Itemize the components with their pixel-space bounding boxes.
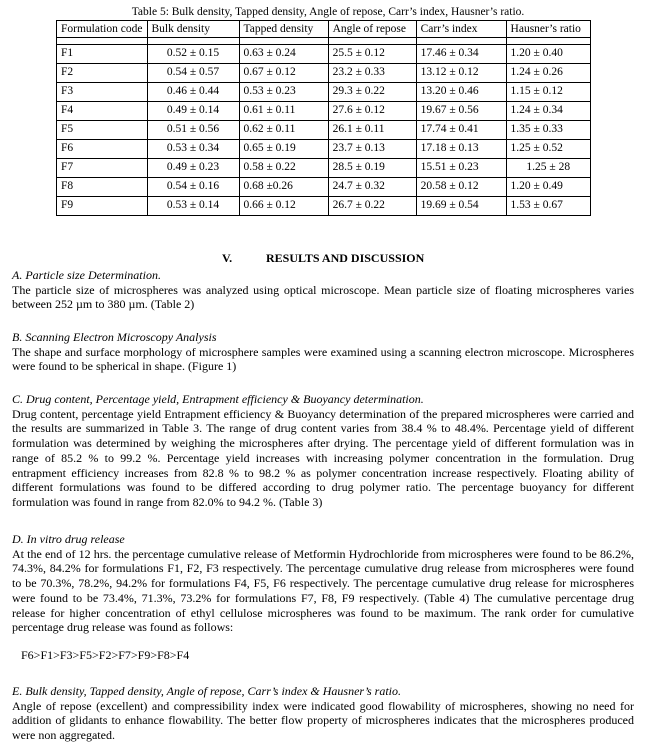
cell-carrs-index: 20.58 ± 0.12 (416, 178, 506, 197)
cell-bulk-density: 0.53 ± 0.34 (147, 140, 239, 159)
table-row (57, 121, 591, 140)
subsection-drug-content (12, 392, 634, 510)
cell-formulation: F8 (57, 178, 148, 197)
table-row (57, 83, 591, 102)
table-row (57, 159, 591, 178)
cell-carrs-index: 19.67 ± 0.56 (416, 102, 506, 121)
table-caption: Table 5: Bulk density, Tapped density, Angle of repose, Carr’s index, Hausner’s ratio. (131, 6, 525, 18)
subsection-paragraph: Drug content, percentage yield Entrapment efficiency & Buoyancy determination of the prepared microspheres were carried and the results are summarized in Table 3. The range of drug content varies from 38.4 % to 48.4%. Percentage yield of different formulation was determined by weighing the microspheres after drying. The percentage yield of different formulation was in range of 85.2 % to 99.2 %. Percentage yield increases with increasing polymer concentration in the formulation. Drug entrapment efficiency increases from 82.8 % to 98.2 % as polymer concentration increase respectively. Floating ability of different formulations was found to be differed according to drug polymer ratio. The percentage buoyancy for different formulation was found in range from 82.0% to 94.2 %. (Table 3) (12, 406, 634, 509)
cell-carrs-index: 19.69 ± 0.54 (416, 197, 506, 216)
cell-hausners-ratio: 1.15 ± 0.12 (506, 83, 590, 102)
table-row (57, 45, 591, 64)
cell-bulk-density: 0.49 ± 0.23 (147, 159, 239, 178)
cell-formulation: F4 (57, 102, 148, 121)
cell-bulk-density: 0.52 ± 0.15 (147, 45, 239, 64)
flow-properties-table (56, 20, 591, 216)
cell-angle-of-repose: 25.5 ± 0.12 (328, 45, 416, 64)
cell-angle-of-repose: 23.7 ± 0.13 (328, 140, 416, 159)
cell-carrs-index: 13.12 ± 0.12 (416, 64, 506, 83)
cell-tapped-density: 0.67 ± 0.12 (239, 64, 328, 83)
cell-carrs-index: 17.74 ± 0.41 (416, 121, 506, 140)
cell-tapped-density: 0.65 ± 0.19 (239, 140, 328, 159)
cell-formulation: F1 (57, 45, 148, 64)
subsection-paragraph: At the end of 12 hrs. the percentage cumulative release of Metformin Hydrochloride from microspheres were found to be 86.2%, 74.3%, 84.2% for formulations F1, F2, F3 respectively. The percentage cumulative drug release from microspheres were found to be 70.3%, 78.2%, 94.2% for formulations F4, F5, F6 respectively. The percentage cumulative drug release for microspheres were found to be 73.4%, 71.3%, 73.2% for formulations F7, F8, F9 respectively. (Table 4) The cumulative percentage drug release for higher concentration of ethyl cellulose microspheres was found to be maximum. The rank order for cumulative percentage drug release was found as follows: (12, 546, 634, 635)
cell-bulk-density: 0.53 ± 0.14 (147, 197, 239, 216)
table-row (57, 140, 591, 159)
subsection-heading: E. Bulk density, Tapped density, Angle of repose, Carr’s index & Hausner’s ratio. (12, 684, 401, 698)
cell-formulation: F5 (57, 121, 148, 140)
release-rank-order: F6>F1>F3>F5>F2>F7>F9>F8>F4 (21, 647, 190, 662)
cell-hausners-ratio: 1.24 ± 0.26 (506, 64, 590, 83)
cell-carrs-index: 17.46 ± 0.34 (416, 45, 506, 64)
cell-bulk-density: 0.51 ± 0.56 (147, 121, 239, 140)
header-carrs-index: Carr’s index (416, 21, 506, 38)
cell-bulk-density: 0.54 ± 0.57 (147, 64, 239, 83)
section-title: RESULTS AND DISCUSSION (266, 251, 425, 265)
cell-hausners-ratio: 1.24 ± 0.34 (506, 102, 590, 121)
table-row (57, 64, 591, 83)
table-row (57, 178, 591, 197)
cell-hausners-ratio: 1.53 ± 0.67 (506, 197, 590, 216)
cell-hausners-ratio: 1.20 ± 0.49 (506, 178, 590, 197)
cell-angle-of-repose: 26.1 ± 0.11 (328, 121, 416, 140)
cell-tapped-density: 0.66 ± 0.12 (239, 197, 328, 216)
cell-bulk-density: 0.46 ± 0.44 (147, 83, 239, 102)
cell-tapped-density: 0.58 ± 0.22 (239, 159, 328, 178)
subsection-paragraph: Angle of repose (excellent) and compressibility index were indicated good flowability of microspheres, showing no need for addition of glidants to enhance flowability. The better flow property of microspheres indicates that the microspheres produced were non aggregated. (12, 698, 634, 743)
cell-angle-of-repose: 23.2 ± 0.33 (328, 64, 416, 83)
cell-tapped-density: 0.62 ± 0.11 (239, 121, 328, 140)
subsection-in-vitro-release (12, 532, 634, 663)
cell-tapped-density: 0.63 ± 0.24 (239, 45, 328, 64)
table-spacer-row (57, 38, 591, 45)
subsection-heading: B. Scanning Electron Microscopy Analysis (12, 330, 217, 344)
subsection-paragraph: The shape and surface morphology of microsphere samples were examined using a scanning electron microscope. Microspheres were found to be spherical in shape. (Figure 1) (12, 344, 634, 374)
cell-hausners-ratio: 1.25 ± 0.52 (506, 140, 590, 159)
table-row (57, 102, 591, 121)
cell-carrs-index: 17.18 ± 0.13 (416, 140, 506, 159)
cell-tapped-density: 0.68 ±0.26 (239, 178, 328, 197)
cell-bulk-density: 0.54 ± 0.16 (147, 178, 239, 197)
table-row (57, 197, 591, 216)
cell-angle-of-repose: 28.5 ± 0.19 (328, 159, 416, 178)
cell-carrs-index: 15.51 ± 0.23 (416, 159, 506, 178)
cell-carrs-index: 13.20 ± 0.46 (416, 83, 506, 102)
subsection-heading: C. Drug content, Percentage yield, Entrapment efficiency & Buoyancy determination. (12, 392, 424, 406)
cell-tapped-density: 0.61 ± 0.11 (239, 102, 328, 121)
cell-angle-of-repose: 24.7 ± 0.32 (328, 178, 416, 197)
cell-angle-of-repose: 29.3 ± 0.22 (328, 83, 416, 102)
cell-formulation: F2 (57, 64, 148, 83)
cell-formulation: F6 (57, 140, 148, 159)
section-number: V. (222, 251, 233, 265)
cell-hausners-ratio: 1.20 ± 0.40 (506, 45, 590, 64)
header-tapped-density: Tapped density (239, 21, 328, 38)
cell-tapped-density: 0.53 ± 0.23 (239, 83, 328, 102)
cell-angle-of-repose: 26.7 ± 0.22 (328, 197, 416, 216)
cell-angle-of-repose: 27.6 ± 0.12 (328, 102, 416, 121)
cell-formulation: F3 (57, 83, 148, 102)
header-formulation-code: Formulation code (57, 21, 148, 38)
subsection-sem-analysis (12, 330, 634, 374)
cell-formulation: F7 (57, 159, 148, 178)
cell-hausners-ratio: 1.35 ± 0.33 (506, 121, 590, 140)
subsection-heading: D. In vitro drug release (12, 532, 125, 546)
header-angle-of-repose: Angle of repose (328, 21, 416, 38)
cell-formulation: F9 (57, 197, 148, 216)
cell-hausners-ratio: 1.25 ± 28 (506, 159, 590, 178)
table-header-row (57, 21, 591, 38)
subsection-paragraph: The particle size of microspheres was analyzed using optical microscope. Mean particle size of floating microspheres varies between 252 µm to 380 µm. (Table 2) (12, 282, 634, 312)
subsection-flow-properties (12, 684, 634, 743)
header-bulk-density: Bulk density (147, 21, 239, 38)
subsection-particle-size (12, 268, 634, 312)
header-hausners-ratio: Hausner’s ratio (506, 21, 590, 38)
subsection-heading: A. Particle size Determination. (12, 268, 161, 282)
cell-bulk-density: 0.49 ± 0.14 (147, 102, 239, 121)
